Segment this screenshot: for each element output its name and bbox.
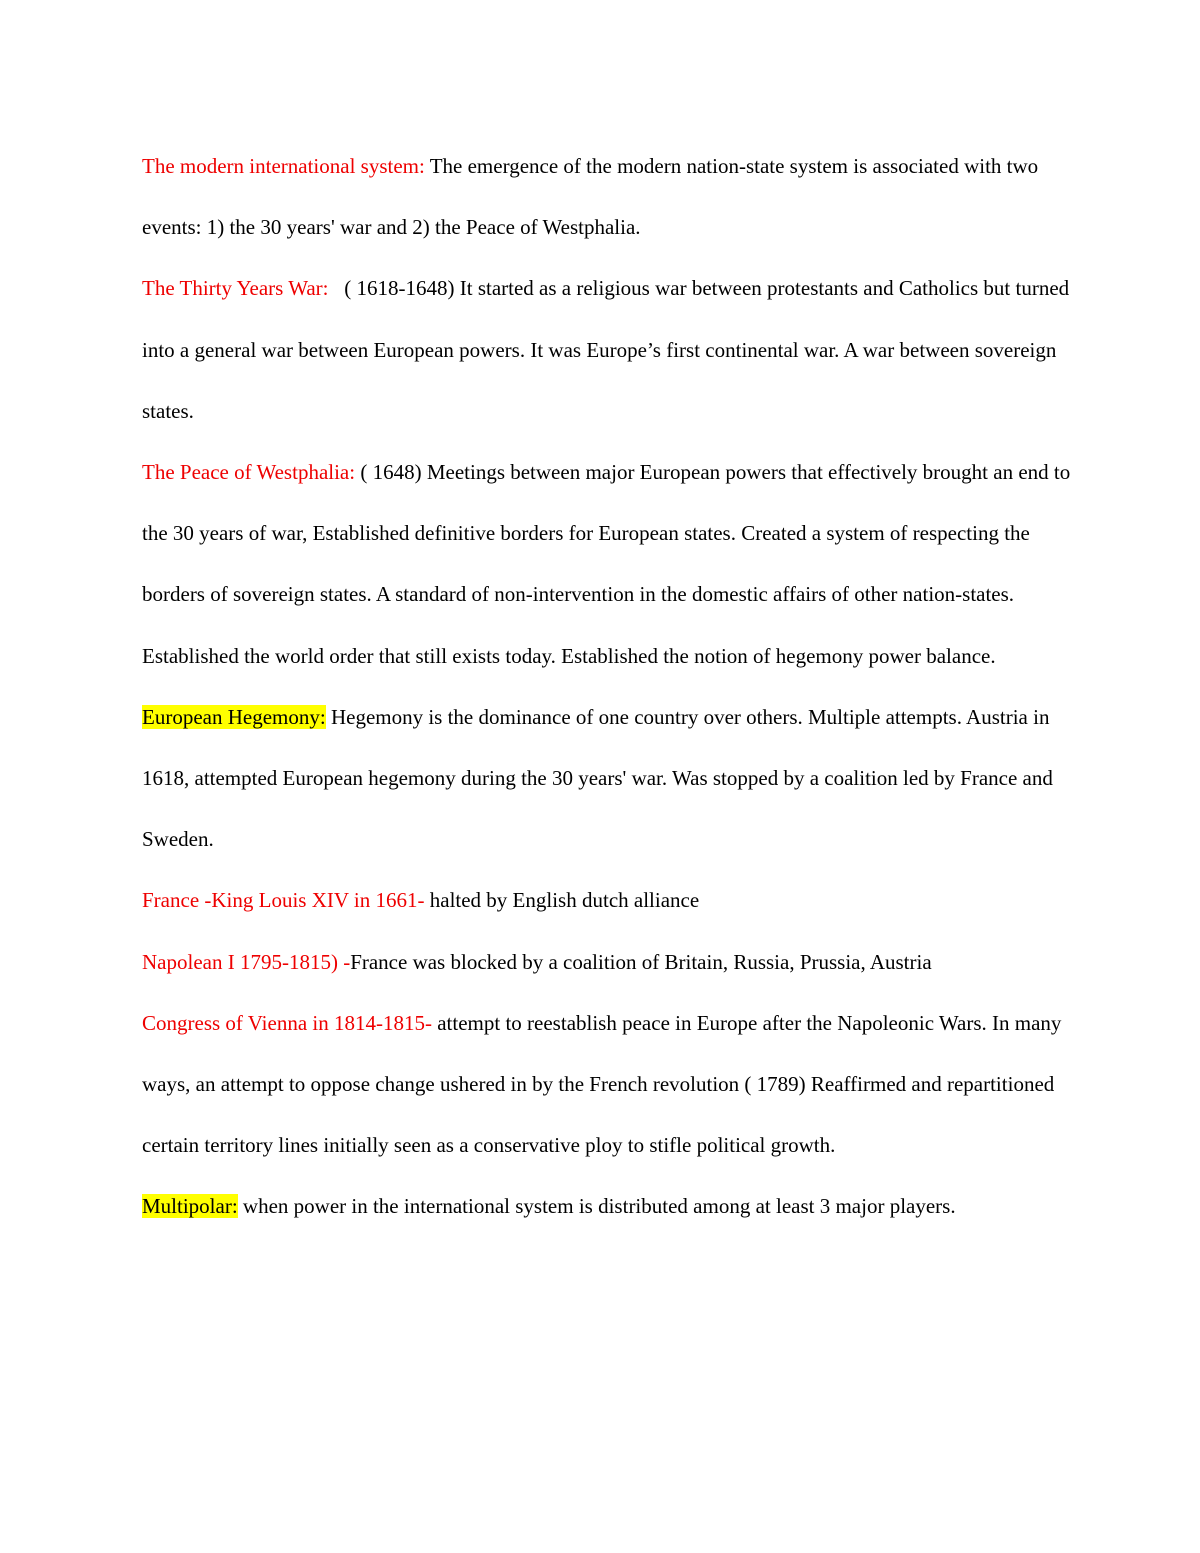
- paragraph-text: ( 1648) Meetings between major European powers that effectively brought an end to the 30 years of war, Established definitive borders for European states. Created a system of respecting the borders of sovereign states. A standard of non-intervention in the domestic affairs of other nation-states. Established the world order that still exists today. Established the notion of hegemony power balance.: [142, 460, 1071, 668]
- paragraph-thirty-years-war: [142, 258, 1077, 442]
- term-peace-of-westphalia: The Peace of Westphalia:: [142, 460, 356, 485]
- paragraph-text: France was blocked by a coalition of Britain, Russia, Prussia, Austria: [350, 949, 932, 974]
- paragraph-text: Hegemony is the dominance of one country over others. Multiple attempts. Austria in 1618, attempted European hegemony during the 30 years' war. Was stopped by a coalition led by France and Sweden.: [142, 704, 1053, 852]
- paragraph-european-hegemony: [142, 687, 1077, 871]
- term-modern-international-system: The modern international system:: [142, 154, 425, 178]
- paragraph-modern-international-system: [142, 136, 1077, 258]
- term-napolean: Napolean I 1795-1815) -: [142, 949, 351, 974]
- paragraph-napolean: [142, 932, 1077, 993]
- term-congress-of-vienna: Congress of Vienna in 1814-1815-: [142, 1010, 432, 1035]
- paragraph-text: halted by English dutch alliance: [424, 888, 700, 913]
- term-thirty-years-war: The Thirty Years War:: [142, 276, 329, 301]
- paragraph-text: The emergence of the modern nation-state system is associated with two events: 1) the 30 years' war and 2) the Peace of Westphalia.: [142, 154, 1039, 240]
- paragraph-peace-of-westphalia: [142, 442, 1077, 687]
- term-multipolar: Multipolar:: [142, 1194, 238, 1219]
- paragraph-text: ( 1618-1648) It started as a religious war between protestants and Catholics but turned into a general war between European powers. It was Europe’s first continental war. A war between sovereign states.: [142, 276, 1075, 423]
- paragraph-france-louis-xiv: [142, 870, 1077, 931]
- document-body: [142, 136, 1077, 1238]
- paragraph-congress-of-vienna: [142, 993, 1077, 1177]
- paragraph-text: attempt to reestablish peace in Europe after the Napoleonic Wars. In many ways, an attempt to oppose change ushered in by the French revolution ( 1789) Reaffirmed and repartitioned certain territory lines initially seen as a conservative ploy to stifle political growth.: [142, 1010, 1062, 1158]
- term-european-hegemony: European Hegemony:: [142, 704, 326, 729]
- term-france-louis-xiv: France -King Louis XIV in 1661-: [142, 888, 425, 913]
- paragraph-text: when power in the international system is distributed among at least 3 major players.: [237, 1194, 956, 1219]
- paragraph-multipolar: [142, 1176, 1077, 1237]
